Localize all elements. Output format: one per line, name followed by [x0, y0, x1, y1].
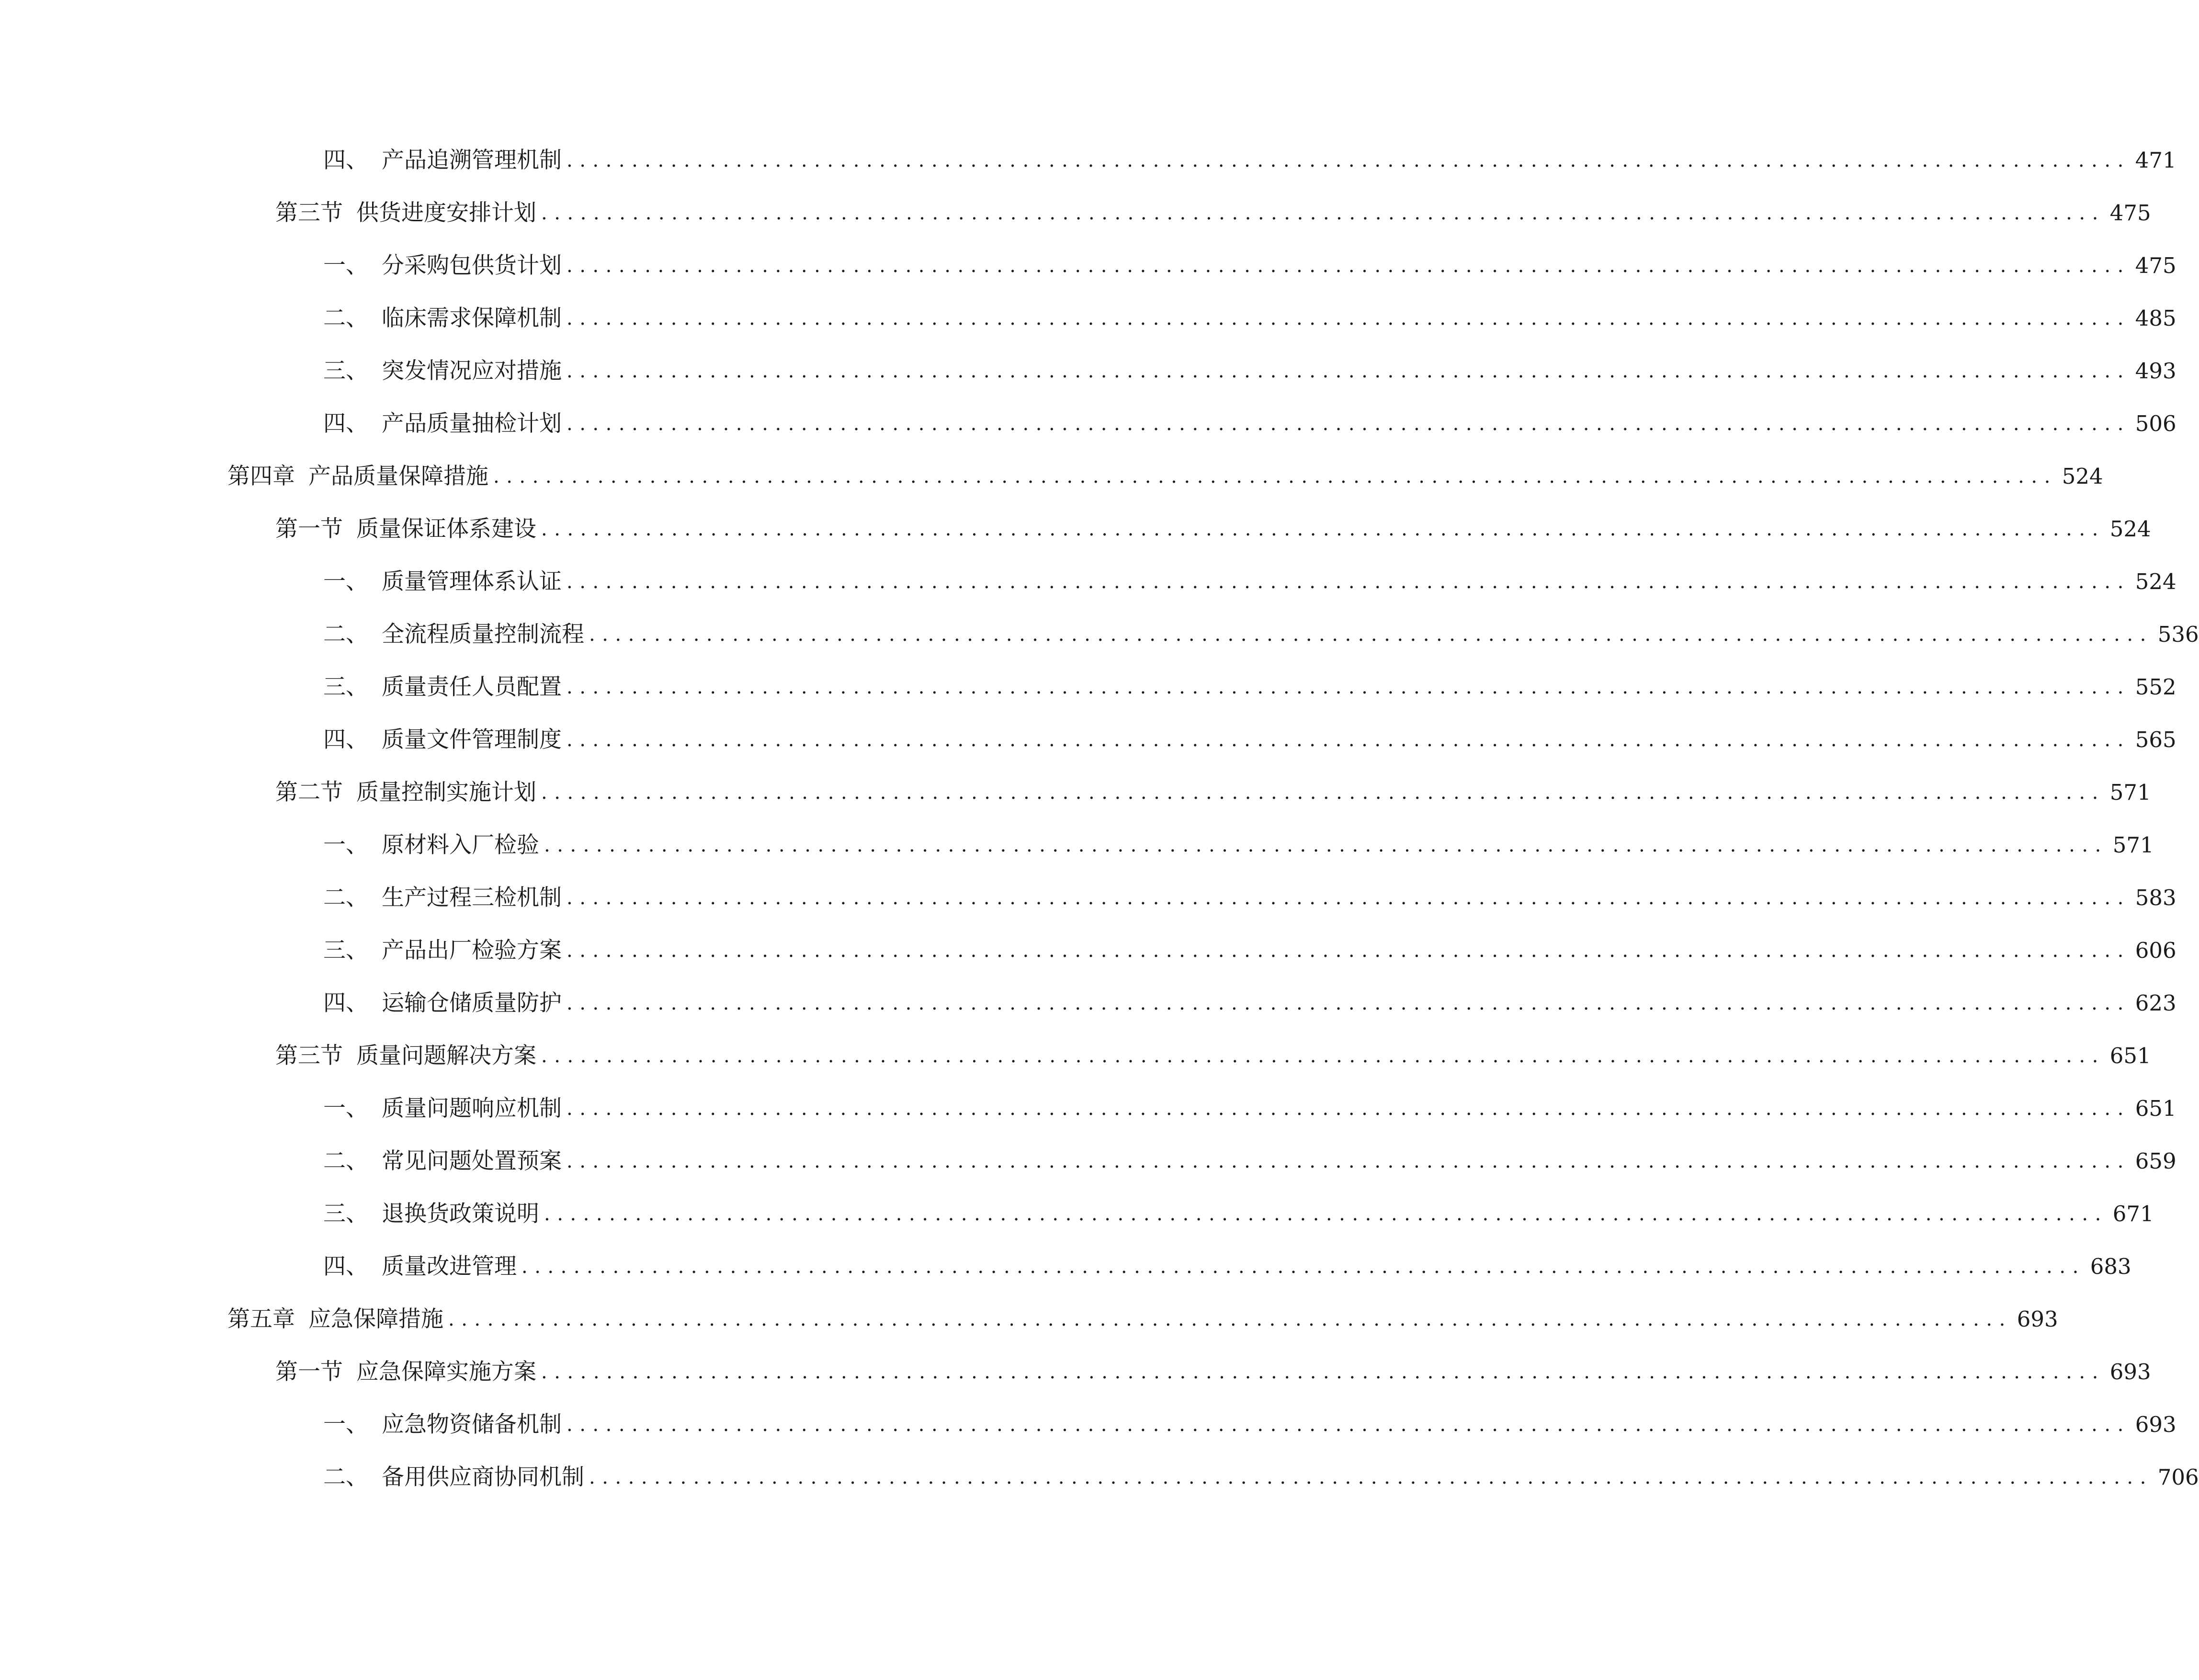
toc-entry-number: 第一节 — [275, 1359, 343, 1385]
toc-entry[interactable] — [323, 984, 2176, 1022]
toc-entry-number: 四、 — [323, 410, 368, 437]
toc-entry-page: 475 — [2109, 200, 2151, 226]
toc-entry[interactable] — [323, 826, 2154, 864]
toc-leader-dots: ........................................................................................................................ — [567, 1150, 2131, 1172]
toc-entry-number: 三、 — [323, 937, 368, 964]
toc-entry-number: 三、 — [323, 674, 368, 700]
toc-entry-title: 全流程质量控制流程 — [382, 621, 584, 647]
toc-entry-number: 第三节 — [275, 200, 343, 226]
toc-entry-page: 565 — [2135, 727, 2176, 752]
toc-entry-page: 651 — [2109, 1043, 2151, 1068]
toc-entry-number: 第三节 — [275, 1043, 343, 1069]
toc-leader-dots: ........................................................................................................................ — [589, 624, 2153, 646]
toc-entry-page: 506 — [2135, 411, 2176, 436]
toc-entry-title: 退换货政策说明 — [382, 1201, 539, 1227]
toc-entry[interactable] — [323, 931, 2176, 970]
toc-entry-title: 常见问题处置预案 — [382, 1148, 562, 1174]
toc-entry[interactable] — [323, 352, 2176, 390]
toc-leader-dots: ........................................................................................................................ — [544, 834, 2108, 856]
toc-entry[interactable] — [323, 1406, 2176, 1444]
toc-leader-dots: ........................................................................................................................ — [567, 255, 2131, 277]
toc-entry[interactable] — [275, 1353, 2151, 1391]
toc-entry-title: 产品出厂检验方案 — [382, 937, 562, 964]
toc-entry-number: 第五章 — [227, 1306, 295, 1332]
toc-entry-title: 生产过程三检机制 — [382, 885, 562, 911]
toc-entry[interactable] — [227, 1300, 2058, 1339]
toc-leader-dots: ........................................................................................................................ — [567, 729, 2131, 751]
toc-leader-dots: ........................................................................................................................ — [567, 307, 2131, 329]
toc-entry-page: 693 — [2109, 1359, 2151, 1385]
toc-entry-page: 693 — [2135, 1412, 2176, 1437]
toc-entry-title: 质量问题解决方案 — [356, 1043, 536, 1069]
toc-entry[interactable] — [227, 457, 2103, 496]
toc-entry[interactable] — [323, 721, 2176, 759]
toc-entry[interactable] — [323, 1195, 2154, 1233]
toc-entry[interactable] — [323, 405, 2176, 443]
toc-leader-dots: ........................................................................................................................ — [567, 676, 2131, 698]
toc-entry-page: 651 — [2135, 1096, 2176, 1121]
toc-entry-title: 质量文件管理制度 — [382, 726, 562, 753]
toc-entry-page: 524 — [2062, 464, 2103, 489]
toc-entry-number: 一、 — [323, 832, 368, 858]
toc-leader-dots: ........................................................................................................................ — [567, 887, 2131, 909]
toc-entry-title: 应急保障实施方案 — [356, 1359, 536, 1385]
toc-entry-page: 706 — [2157, 1464, 2199, 1490]
toc-entry-number: 四、 — [323, 1253, 368, 1280]
toc-entry[interactable] — [323, 1458, 2199, 1497]
toc-entry-number: 三、 — [323, 1201, 368, 1227]
toc-entry-title: 质量保证体系建设 — [356, 516, 536, 542]
toc-entry-number: 二、 — [323, 1464, 368, 1490]
toc-entry-title: 质量问题响应机制 — [382, 1095, 562, 1122]
toc-entry-title: 供货进度安排计划 — [356, 200, 536, 226]
toc-entry-number: 二、 — [323, 305, 368, 331]
toc-leader-dots: ........................................................................................................................ — [567, 360, 2131, 382]
toc-leader-dots: ........................................................................................................................ — [544, 1203, 2108, 1225]
toc-entry-number: 四、 — [323, 990, 368, 1016]
toc-entry[interactable] — [323, 668, 2176, 706]
toc-entry[interactable] — [323, 563, 2176, 601]
toc-entry-number: 四、 — [323, 147, 368, 173]
toc-leader-dots: ........................................................................................................................ — [567, 1414, 2131, 1436]
toc-leader-dots: ........................................................................................................................ — [567, 413, 2131, 435]
toc-entry-page: 536 — [2157, 622, 2199, 647]
toc-entry[interactable] — [323, 299, 2176, 338]
toc-leader-dots: ........................................................................................................................ — [541, 1045, 2105, 1067]
toc-entry[interactable] — [323, 247, 2176, 285]
toc-entry[interactable] — [323, 1248, 2131, 1286]
toc-entry-title: 应急保障措施 — [308, 1306, 443, 1332]
toc-entry[interactable] — [323, 1090, 2176, 1128]
toc-entry-title: 质量控制实施计划 — [356, 779, 536, 806]
toc-leader-dots: ........................................................................................................................ — [541, 202, 2105, 224]
toc-entry[interactable] — [275, 773, 2151, 812]
toc-entry-page: 606 — [2135, 938, 2176, 963]
toc-leader-dots: ........................................................................................................................ — [541, 1361, 2105, 1383]
toc-entry-number: 第四章 — [227, 463, 295, 489]
toc-leader-dots: ........................................................................................................................ — [567, 940, 2131, 962]
toc-entry-number: 二、 — [323, 621, 368, 647]
toc-entry-page: 571 — [2112, 832, 2154, 858]
toc-entry-number: 第二节 — [275, 779, 343, 806]
toc-entry-title: 运输仓储质量防护 — [382, 990, 562, 1016]
toc-leader-dots: ........................................................................................................................ — [541, 782, 2105, 804]
toc-entry-page: 571 — [2109, 780, 2151, 805]
toc-entry-page: 493 — [2135, 358, 2176, 384]
toc-leader-dots: ........................................................................................................................ — [589, 1466, 2153, 1488]
toc-entry[interactable] — [275, 194, 2151, 232]
toc-entry-title: 质量责任人员配置 — [382, 674, 562, 700]
toc-leader-dots: ........................................................................................................................ — [567, 992, 2131, 1014]
toc-entry-title: 分采购包供货计划 — [382, 252, 562, 279]
toc-entry-page: 671 — [2112, 1201, 2154, 1226]
toc-entry-page: 693 — [2017, 1306, 2058, 1332]
toc-entry-page: 524 — [2109, 516, 2151, 542]
toc-entry-page: 583 — [2135, 885, 2176, 910]
toc-entry-page: 471 — [2135, 148, 2176, 173]
toc-entry-title: 质量改进管理 — [382, 1253, 517, 1280]
toc-entry[interactable] — [323, 879, 2176, 917]
toc-entry-page: 552 — [2135, 674, 2176, 700]
toc-leader-dots: ........................................................................................................................ — [567, 1098, 2131, 1120]
toc-entry-page: 623 — [2135, 990, 2176, 1016]
toc-entry-number: 一、 — [323, 1411, 368, 1438]
toc-entry[interactable] — [275, 510, 2151, 548]
toc-leader-dots: ........................................................................................................................ — [493, 465, 2057, 488]
toc-leader-dots: ........................................................................................................................ — [521, 1256, 2086, 1278]
toc-entry[interactable] — [275, 1037, 2151, 1075]
toc-entry-page: 485 — [2135, 306, 2176, 331]
toc-entry-title: 备用供应商协同机制 — [382, 1464, 584, 1490]
toc-entry-number: 第一节 — [275, 516, 343, 542]
toc-leader-dots: ........................................................................................................................ — [567, 149, 2131, 171]
toc-entry-page: 524 — [2135, 569, 2176, 594]
toc-entry-title: 临床需求保障机制 — [382, 305, 562, 331]
toc-entry-number: 一、 — [323, 568, 368, 595]
toc-leader-dots: ........................................................................................................................ — [448, 1308, 2012, 1330]
toc-entry-title: 产品质量保障措施 — [308, 463, 488, 489]
toc-entry-page: 683 — [2090, 1254, 2131, 1279]
toc-entry[interactable] — [323, 1142, 2176, 1181]
toc-entry-number: 一、 — [323, 252, 368, 279]
toc-entry-title: 产品追溯管理机制 — [382, 147, 562, 173]
toc-entry-title: 应急物资储备机制 — [382, 1411, 562, 1438]
toc-leader-dots: ........................................................................................................................ — [541, 518, 2105, 540]
toc-entry-number: 三、 — [323, 358, 368, 384]
toc-entry-number: 二、 — [323, 885, 368, 911]
toc-entry-number: 四、 — [323, 726, 368, 753]
toc-entry-number: 二、 — [323, 1148, 368, 1174]
toc-entry-title: 原材料入厂检验 — [382, 832, 539, 858]
toc-entry-page: 659 — [2135, 1148, 2176, 1174]
toc-leader-dots: ........................................................................................................................ — [567, 571, 2131, 593]
toc-entry[interactable] — [323, 141, 2176, 180]
toc-entry-page: 475 — [2135, 253, 2176, 278]
toc-entry-title: 产品质量抽检计划 — [382, 410, 562, 437]
toc-entry-title: 质量管理体系认证 — [382, 568, 562, 595]
toc-entry[interactable] — [323, 615, 2199, 654]
toc-entry-title: 突发情况应对措施 — [382, 358, 562, 384]
toc-entry-number: 一、 — [323, 1095, 368, 1122]
